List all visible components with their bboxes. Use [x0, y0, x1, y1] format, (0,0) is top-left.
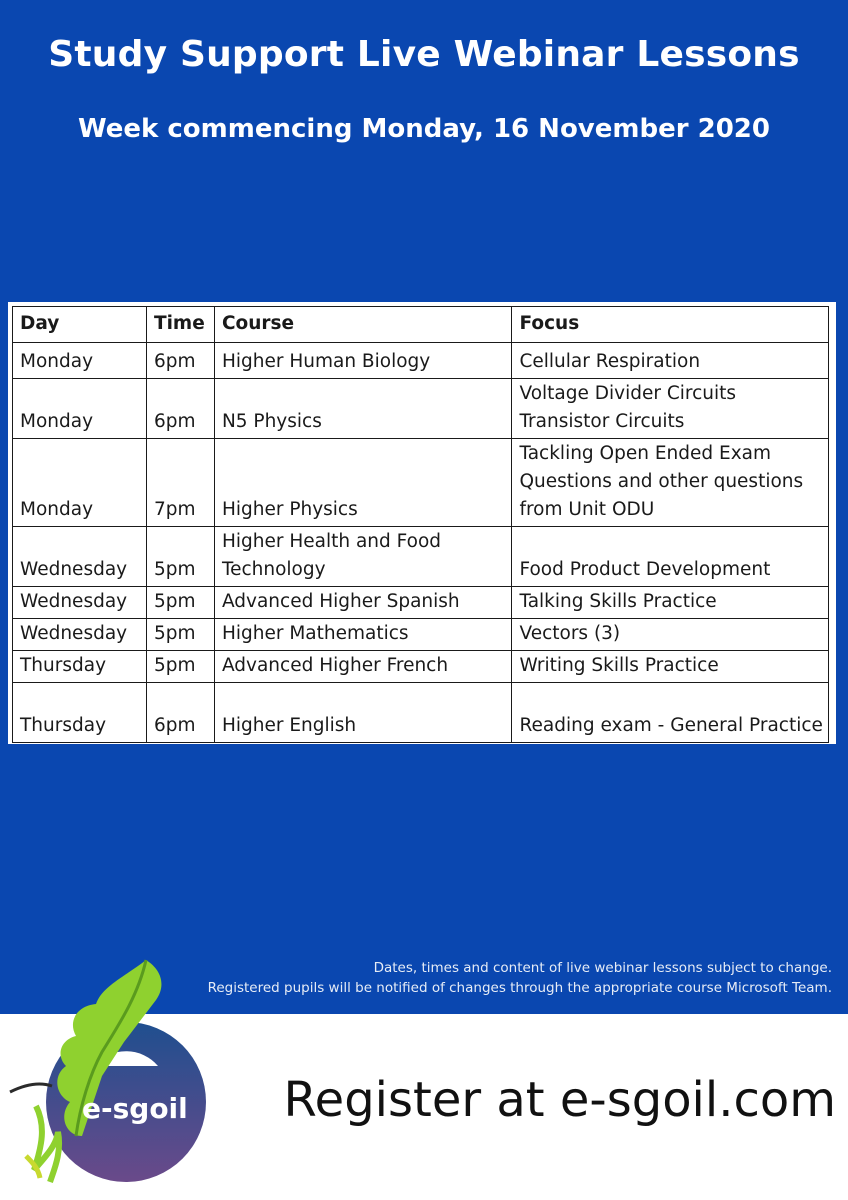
page-subtitle: Week commencing Monday, 16 November 2020	[78, 114, 770, 144]
cell-time: 5pm	[146, 619, 214, 651]
cell-focus: Reading exam - General Practice	[512, 683, 829, 743]
cell-time: 6pm	[146, 683, 214, 743]
table-row	[13, 379, 829, 439]
cell-time: 6pm	[146, 343, 214, 379]
cell-day: Thursday	[13, 683, 147, 743]
cell-course: Higher Human Biology	[214, 343, 512, 379]
cell-time: 5pm	[146, 587, 214, 619]
cell-focus: Talking Skills Practice	[512, 587, 829, 619]
cell-focus: Food Product Development	[512, 527, 829, 587]
cell-course: Higher Physics	[214, 439, 512, 527]
table-row	[13, 587, 829, 619]
cell-course: Advanced Higher French	[214, 651, 512, 683]
cell-course: N5 Physics	[214, 379, 512, 439]
cell-course: Advanced Higher Spanish	[214, 587, 512, 619]
cell-focus: Writing Skills Practice	[512, 651, 829, 683]
schedule-table-container	[8, 302, 836, 744]
disclaimer-line-1: Dates, times and content of live webinar lessons subject to change.	[373, 960, 832, 976]
cell-focus: Voltage Divider Circuits Transistor Circuits	[512, 379, 829, 439]
page-title: Study Support Live Webinar Lessons	[48, 34, 800, 75]
leaf-circle-logo-icon	[6, 956, 216, 1186]
header-day: Day	[13, 307, 147, 343]
cell-day: Wednesday	[13, 619, 147, 651]
table-row	[13, 651, 829, 683]
table-row	[13, 619, 829, 651]
cell-day: Wednesday	[13, 587, 147, 619]
logo-text: e-sgoil	[82, 1092, 188, 1125]
table-row	[13, 343, 829, 379]
cell-time: 6pm	[146, 379, 214, 439]
cell-day: Wednesday	[13, 527, 147, 587]
cell-focus: Tackling Open Ended Exam Questions and other questions from Unit ODU	[512, 439, 829, 527]
register-link-text[interactable]: Register at e-sgoil.com	[283, 1072, 836, 1128]
header-course: Course	[214, 307, 512, 343]
cell-day: Thursday	[13, 651, 147, 683]
cell-time: 5pm	[146, 527, 214, 587]
cell-course: Higher Mathematics	[214, 619, 512, 651]
cell-day: Monday	[13, 343, 147, 379]
header-focus: Focus	[512, 307, 829, 343]
cell-time: 7pm	[146, 439, 214, 527]
cell-course: Higher Health and Food Technology	[214, 527, 512, 587]
schedule-table	[12, 306, 829, 743]
table-header-row	[13, 307, 829, 343]
disclaimer-line-2: Registered pupils will be notified of changes through the appropriate course Microsoft Team.	[207, 980, 832, 996]
header-time: Time	[146, 307, 214, 343]
cell-course: Higher English	[214, 683, 512, 743]
table-row	[13, 439, 829, 527]
table-row	[13, 683, 829, 743]
table-row	[13, 527, 829, 587]
cell-focus: Vectors (3)	[512, 619, 829, 651]
disclaimer-notes	[208, 958, 832, 998]
cell-focus: Cellular Respiration	[512, 343, 829, 379]
cell-day: Monday	[13, 439, 147, 527]
cell-day: Monday	[13, 379, 147, 439]
cell-time: 5pm	[146, 651, 214, 683]
